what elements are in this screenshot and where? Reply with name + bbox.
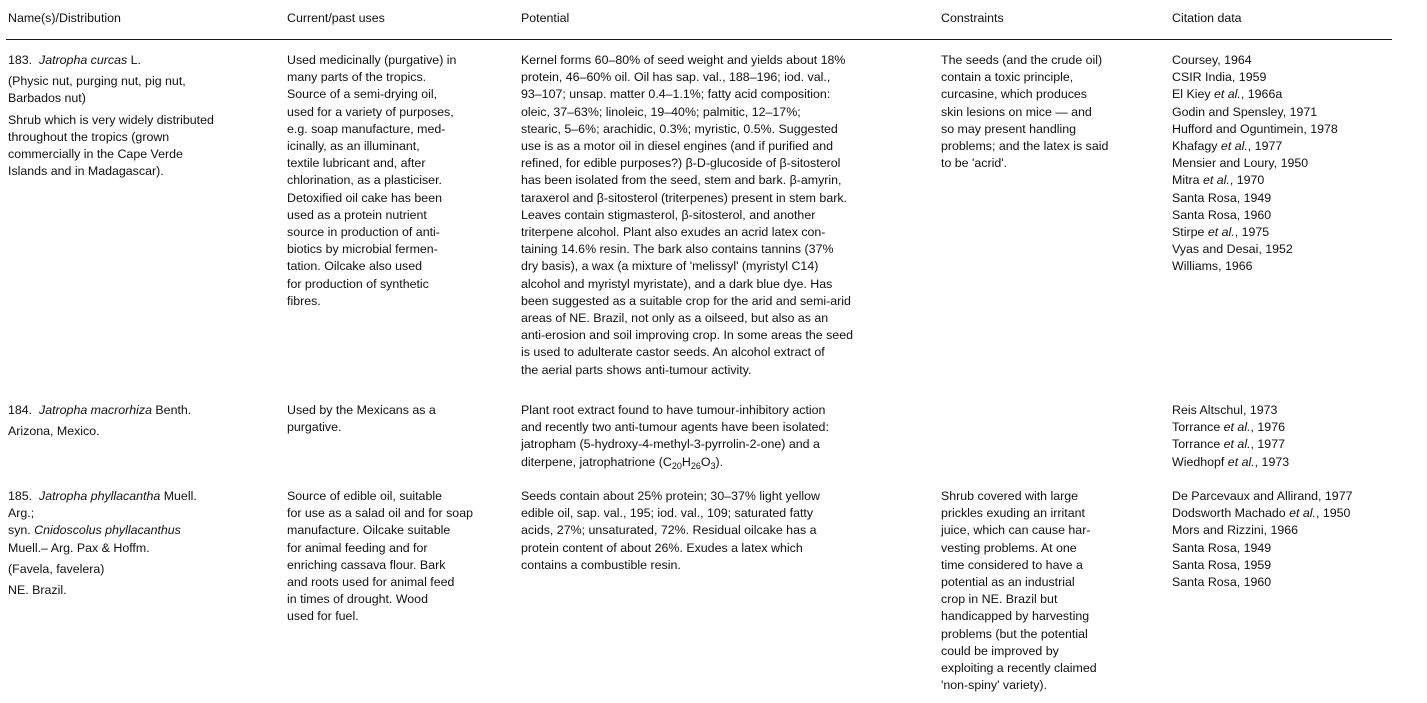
text-line: use is as a motor oil in diesel engines (and if purified and: [521, 139, 834, 154]
citation: Santa Rosa, 1960: [1172, 575, 1272, 590]
text-line: juice, which can cause har-: [941, 523, 1091, 538]
citation: Santa Rosa, 1949: [1172, 190, 1272, 205]
text-line: used for a variety of purposes,: [287, 104, 454, 119]
text-line: manufacture. Oilcake suitable: [287, 523, 451, 538]
text-line: the aerial parts shows anti-tumour activity.: [521, 362, 752, 377]
header-potential: Potential: [521, 11, 570, 25]
text-line: crop in NE. Brazil but: [941, 592, 1058, 607]
text-line: taraxerol and β-sitosterol (triterpenes) present in stem bark.: [521, 190, 847, 205]
citation: Santa Rosa, 1960: [1172, 207, 1272, 222]
citation: El Kiey et al., 1966a: [1172, 87, 1283, 102]
citation: Khafagy et al., 1977: [1172, 139, 1283, 154]
citation: Wiedhopf et al., 1973: [1172, 454, 1290, 469]
entry-185-constraints: [941, 488, 1161, 694]
text-line: oleic, 37–63%; linoleic, 19–40%; palmitic, 12–17%;: [521, 104, 801, 119]
text-line: Used medicinally (purgative) in: [287, 53, 457, 67]
text-line: icinally, as an illuminant,: [287, 139, 420, 154]
text-line: is used to adulterate castor seeds. An alcohol extract of: [521, 345, 825, 360]
distribution: Shrub which is very widely distributed throughout the tropics (grown commercially in the Cape Verde Islands and in Madagascar).: [8, 112, 214, 179]
text-line: contain a toxic principle,: [941, 70, 1074, 85]
header-names: Name(s)/Distribution: [8, 11, 121, 25]
citation: Torrance et al., 1977: [1172, 437, 1285, 452]
text-line: been suggested as a suitable crop for the arid and semi-arid: [521, 293, 851, 308]
entry-184-citations: [1172, 402, 1422, 471]
text-line: exploiting a recently claimed: [941, 661, 1097, 676]
header-constraints: Constraints: [941, 11, 1004, 25]
text-line: triterpene alcohol. Plant also exudes an acrid latex con-: [521, 225, 826, 240]
text-line: problems (but the potential: [941, 626, 1088, 641]
text-line: Detoxified oil cake has been: [287, 190, 442, 205]
header-rule: [6, 39, 1392, 40]
text-line: source in production of anti-: [287, 225, 440, 240]
text-line: problems; and the latex is said: [941, 139, 1109, 154]
text-line: tation. Oilcake also used: [287, 259, 422, 274]
text-line: protein content of about 26%. Exudes a latex which: [521, 540, 803, 555]
text-line: taining 14.6% resin. The bark also contains tannins (37%: [521, 242, 834, 257]
text-line: protein, 46–60% oil. Oil has sap. val., 188–196; iod. val.,: [521, 70, 831, 85]
text-line: textile lubricant and, after: [287, 156, 426, 171]
species-name: Jatropha curcas: [39, 53, 128, 67]
text-line: and roots used for animal feed: [287, 575, 455, 590]
text-line: used for fuel.: [287, 609, 359, 624]
citation: Godin and Spensley, 1971: [1172, 104, 1318, 119]
entry-184-potential: Plant root extract found to have tumour-inhibitory action and recently two anti-tumour agents have been isolated: jatropham (5-hydroxy-4-methyl-3-pyrrolin-2-one) and a diterpene, jatrophatrione $(C_{20}H_{26}O_3)$.: [521, 402, 931, 471]
text-line: Leaves contain stigmasterol, β-sitosterol, and another: [521, 207, 816, 222]
citation: Dodsworth Machado et al., 1950: [1172, 506, 1351, 521]
text-line: Used by the Mexicans as a: [287, 403, 436, 417]
text-line: enriching cassava flour. Bark: [287, 557, 446, 572]
text-line: to be 'acrid'.: [941, 156, 1008, 171]
distribution: Arizona, Mexico.: [8, 424, 100, 439]
text-line: fibres.: [287, 293, 321, 308]
entry-185-potential: [521, 488, 931, 574]
text-line: for production of synthetic: [287, 276, 429, 291]
text-line: for animal feeding and for: [287, 540, 428, 555]
text-line: anti-erosion and soil improving crop. In some areas the seed: [521, 328, 853, 343]
text-line: curcasine, which produces: [941, 87, 1088, 102]
text-line: Seeds contain about 25% protein; 30–37% light yellow: [521, 489, 820, 503]
text-line: edible oil, sap. val., 195; iod. val., 109; saturated fatty: [521, 506, 814, 521]
header-citations: Citation data: [1172, 11, 1242, 25]
text-line: skin lesions on mice — and: [941, 104, 1092, 119]
citation: Stirpe et al., 1975: [1172, 225, 1270, 240]
text-line: chlorination, as a plasticiser.: [287, 173, 442, 188]
citation: Reis Altschul, 1973: [1172, 403, 1278, 417]
entry-185-names: [8, 488, 276, 603]
citation: Santa Rosa, 1959: [1172, 557, 1272, 572]
citation: Coursey, 1964: [1172, 53, 1252, 67]
citation: Vyas and Desai, 1952: [1172, 242, 1293, 257]
entry-183-constraints: [941, 52, 1161, 172]
text-line: purgative.: [287, 420, 342, 435]
species-name: Jatropha macrorhiza: [39, 403, 152, 417]
citation: Hufford and Oguntimein, 1978: [1172, 121, 1338, 136]
text-line: dry basis), a wax (a mixture of 'melissyl' (myristyl C14): [521, 259, 819, 274]
text-line: so may present handling: [941, 121, 1077, 136]
text-line: prickles exuding an irritant: [941, 506, 1085, 521]
text-line: used as a protein nutrient: [287, 207, 427, 222]
text-line: stearic, 5–6%; arachidic, 0.3%; myristic, 0.5%. Suggested: [521, 121, 838, 136]
citation: Williams, 1966: [1172, 259, 1253, 274]
entry-183-citations: [1172, 52, 1422, 276]
text-line: Source of a semi-drying oil,: [287, 87, 438, 102]
citation: CSIR India, 1959: [1172, 70, 1267, 85]
citation: Torrance et al., 1976: [1172, 420, 1285, 435]
text-line: in times of drought. Wood: [287, 592, 428, 607]
header-uses: Current/past uses: [287, 11, 385, 25]
species-name: Jatropha phyllacantha: [39, 489, 161, 503]
text-line: for use as a salad oil and for soap: [287, 506, 473, 521]
common-names: (Physic nut, purging nut, pig nut, Barbados nut): [8, 74, 186, 106]
citation: De Parcevaux and Allirand, 1977: [1172, 489, 1353, 503]
text-line: Source of edible oil, suitable: [287, 489, 442, 503]
text-line: biotics by microbial fermen-: [287, 242, 438, 257]
citation: Mensier and Loury, 1950: [1172, 156, 1309, 171]
text-line: Shrub covered with large: [941, 489, 1079, 503]
common-names: (Favela, favelera): [8, 561, 105, 576]
text-line: has been isolated from the seed, stem and bark. β-amyrin,: [521, 173, 842, 188]
entry-184-names: [8, 402, 276, 444]
entry-185-citations: [1172, 488, 1422, 591]
text-line: 'non-spiny' variety).: [941, 678, 1047, 693]
text-line: Kernel forms 60–80% of seed weight and yields about 18%: [521, 53, 846, 67]
distribution: NE. Brazil.: [8, 583, 67, 598]
text-line: areas of NE. Brazil, not only as a oilseed, but also as an: [521, 311, 829, 326]
text-line: refined, for edible purposes?) β-D-glucoside of β-sitosterol: [521, 156, 841, 171]
text-line: 93–107; unsap. matter 0.4–1.1%; fatty acid composition:: [521, 87, 831, 102]
entry-183-potential: [521, 52, 931, 379]
entry-title: 183. Jatropha curcas L.: [8, 53, 141, 67]
text-line: many parts of the tropics.: [287, 70, 427, 85]
text-line: acids, 27%; unsaturated, 72%. Residual oilcake has a: [521, 523, 817, 538]
entry-title: 184. Jatropha macrorhiza Benth.: [8, 403, 192, 417]
formula-line: diterpene, jatrophatrione $(C_{20}H_{26}O_3)$.: [521, 454, 724, 471]
citation: Mors and Rizzini, 1966: [1172, 523, 1299, 538]
text-line: time considered to have a: [941, 557, 1083, 572]
entry-184-uses: [287, 402, 509, 436]
citation: Santa Rosa, 1949: [1172, 540, 1272, 555]
synonym: syn. Cnidoscolus phyllacanthus: [8, 523, 181, 538]
entry-183-names: [8, 52, 276, 184]
entry-185-uses: [287, 488, 509, 626]
citation: Mitra et al., 1970: [1172, 173, 1265, 188]
entry-title: 185. Jatropha phyllacantha Muell. Arg.; syn. Cnidoscolus phyllacanthus Muell.– Arg. Pax & Hoffm.: [8, 488, 276, 557]
text-line: contains a combustible resin.: [521, 557, 681, 572]
text-line: The seeds (and the crude oil): [941, 53, 1103, 67]
text-line: handicapped by harvesting: [941, 609, 1090, 624]
text-line: alcohol and myristyl myristate), and a dark blue dye. Has: [521, 276, 833, 291]
entry-183-uses: [287, 52, 509, 310]
text-line: could be improved by: [941, 643, 1059, 658]
text-line: potential as an industrial: [941, 575, 1075, 590]
text-line: vesting problems. At one: [941, 540, 1077, 555]
text-line: e.g. soap manufacture, med-: [287, 121, 446, 136]
